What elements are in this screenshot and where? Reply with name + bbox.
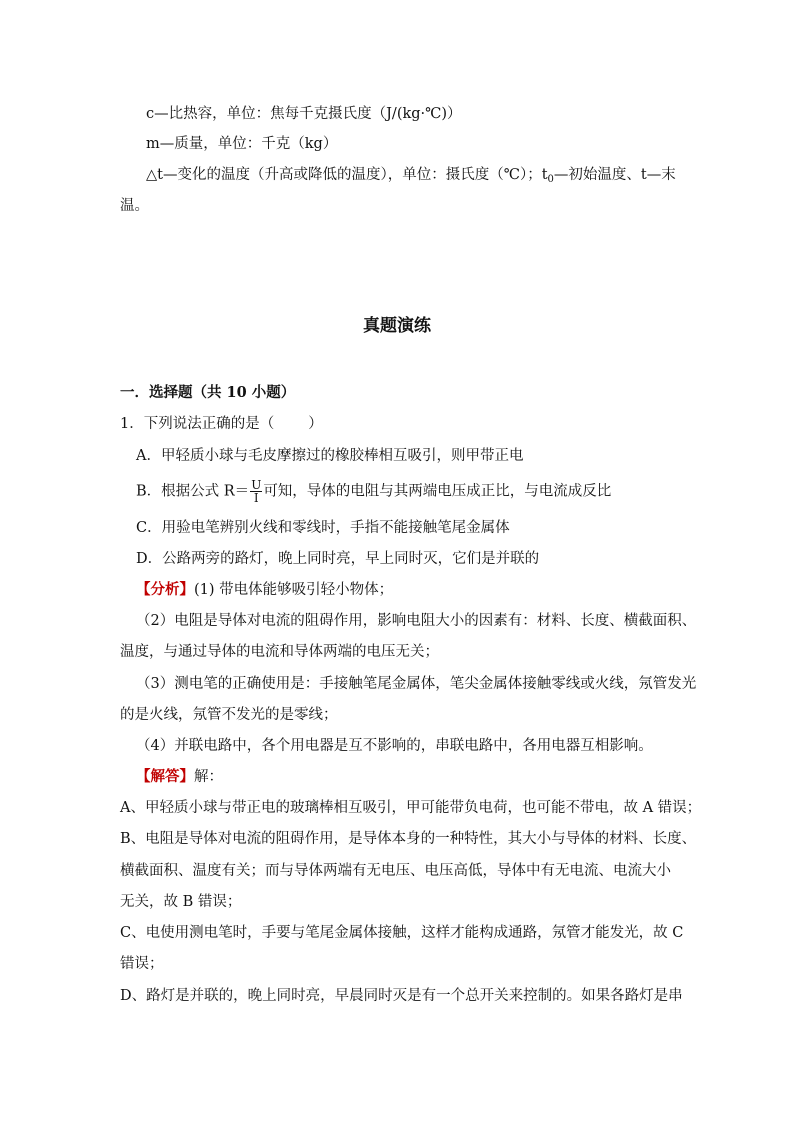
option-a: A．甲轻质小球与毛皮摩擦过的橡胶棒相互吸引，则甲带正电 [136, 448, 524, 464]
answer-intro [136, 767, 223, 787]
section-title: 真题演练 [363, 316, 431, 336]
formula-fraction [250, 479, 262, 504]
answer-b-line2: 横截面积、温度有关；而与导体两端有无电压、电压高低，导体中有无电流、电流大小 [120, 863, 671, 879]
analysis-p2-line1: （2）电阻是导体对电流的阻碍作用，影响电阻大小的因素有：材料、长度、横截面积、 [136, 613, 697, 629]
definition-delta-t-text-end: —初始温度、t—末 [553, 167, 676, 183]
answer-c-line1: C、电使用测电笔时，手要与笔尾金属体接触，这样才能构成通路，氖管才能发光，故 C [120, 925, 684, 941]
answer-tag: 【解答】 [136, 768, 194, 785]
answer-a: A、甲轻质小球与带正电的玻璃棒相互吸引，甲可能带负电荷，也可能不带电，故 A 错误； [120, 800, 702, 816]
question-stem-close: ） [308, 416, 323, 432]
definition-delta-t-cont: 温。 [120, 198, 149, 214]
definition-delta-t-text: △t—变化的温度（升高或降低的温度），单位：摄氏度（℃）；t [146, 167, 548, 183]
part-heading: 一．选择题（共 10 小题） [120, 384, 296, 401]
question-stem [120, 414, 323, 434]
subscript-zero: 0 [547, 174, 554, 185]
answer-b-line1: B、电阻是导体对电流的阻碍作用，是导体本身的一种特性，其大小与导体的材料、长度、 [120, 831, 697, 847]
option-b-prefix: B．根据公式 R＝ [136, 483, 250, 500]
analysis-p2-line2: 温度，与通过导体的电流和导体两端的电压无关； [120, 644, 439, 660]
answer-b-line3: 无关，故 B 错误； [120, 894, 242, 910]
answer-c-line2: 错误； [120, 956, 164, 972]
analysis-p1-text: (1) 带电体能够吸引轻小物体； [194, 582, 394, 598]
definition-m: m—质量，单位：千克（kg） [146, 136, 338, 152]
analysis-p4: （4）并联电路中，各个用电器是互不影响的，串联电路中，各用电器互相影响。 [136, 738, 653, 754]
analysis-p3-line1: （3）测电笔的正确使用是：手接触笔尾金属体，笔尖金属体接触零线或火线，氖管发光 [136, 676, 697, 692]
definition-delta-t [146, 165, 676, 190]
fraction-denominator: I [253, 491, 259, 505]
analysis-tag: 【分析】 [136, 581, 194, 598]
fraction-numerator: U [251, 478, 262, 492]
option-b-suffix: 可知，导体的电阻与其两端电压成正比，与电流成反比 [263, 483, 612, 500]
option-c: C．用验电笔辨别火线和零线时，手指不能接触笔尾金属体 [136, 520, 510, 536]
question-stem-text: 1．下列说法正确的是（ [120, 416, 275, 432]
definition-c: c—比热容，单位：焦每千克摄氏度（J/(kg·℃)） [146, 106, 462, 122]
analysis-p1 [136, 580, 393, 600]
answer-intro-text: 解： [194, 769, 223, 785]
option-d: D．公路两旁的路灯，晚上同时亮，早上同时灭，它们是并联的 [136, 551, 540, 567]
option-b [136, 479, 611, 504]
analysis-p3-line2: 的是火线，氖管不发光的是零线； [120, 707, 338, 723]
answer-d-line1: D、路灯是并联的，晚上同时亮，早晨同时灭是有一个总开关来控制的。如果各路灯是串 [120, 988, 683, 1004]
